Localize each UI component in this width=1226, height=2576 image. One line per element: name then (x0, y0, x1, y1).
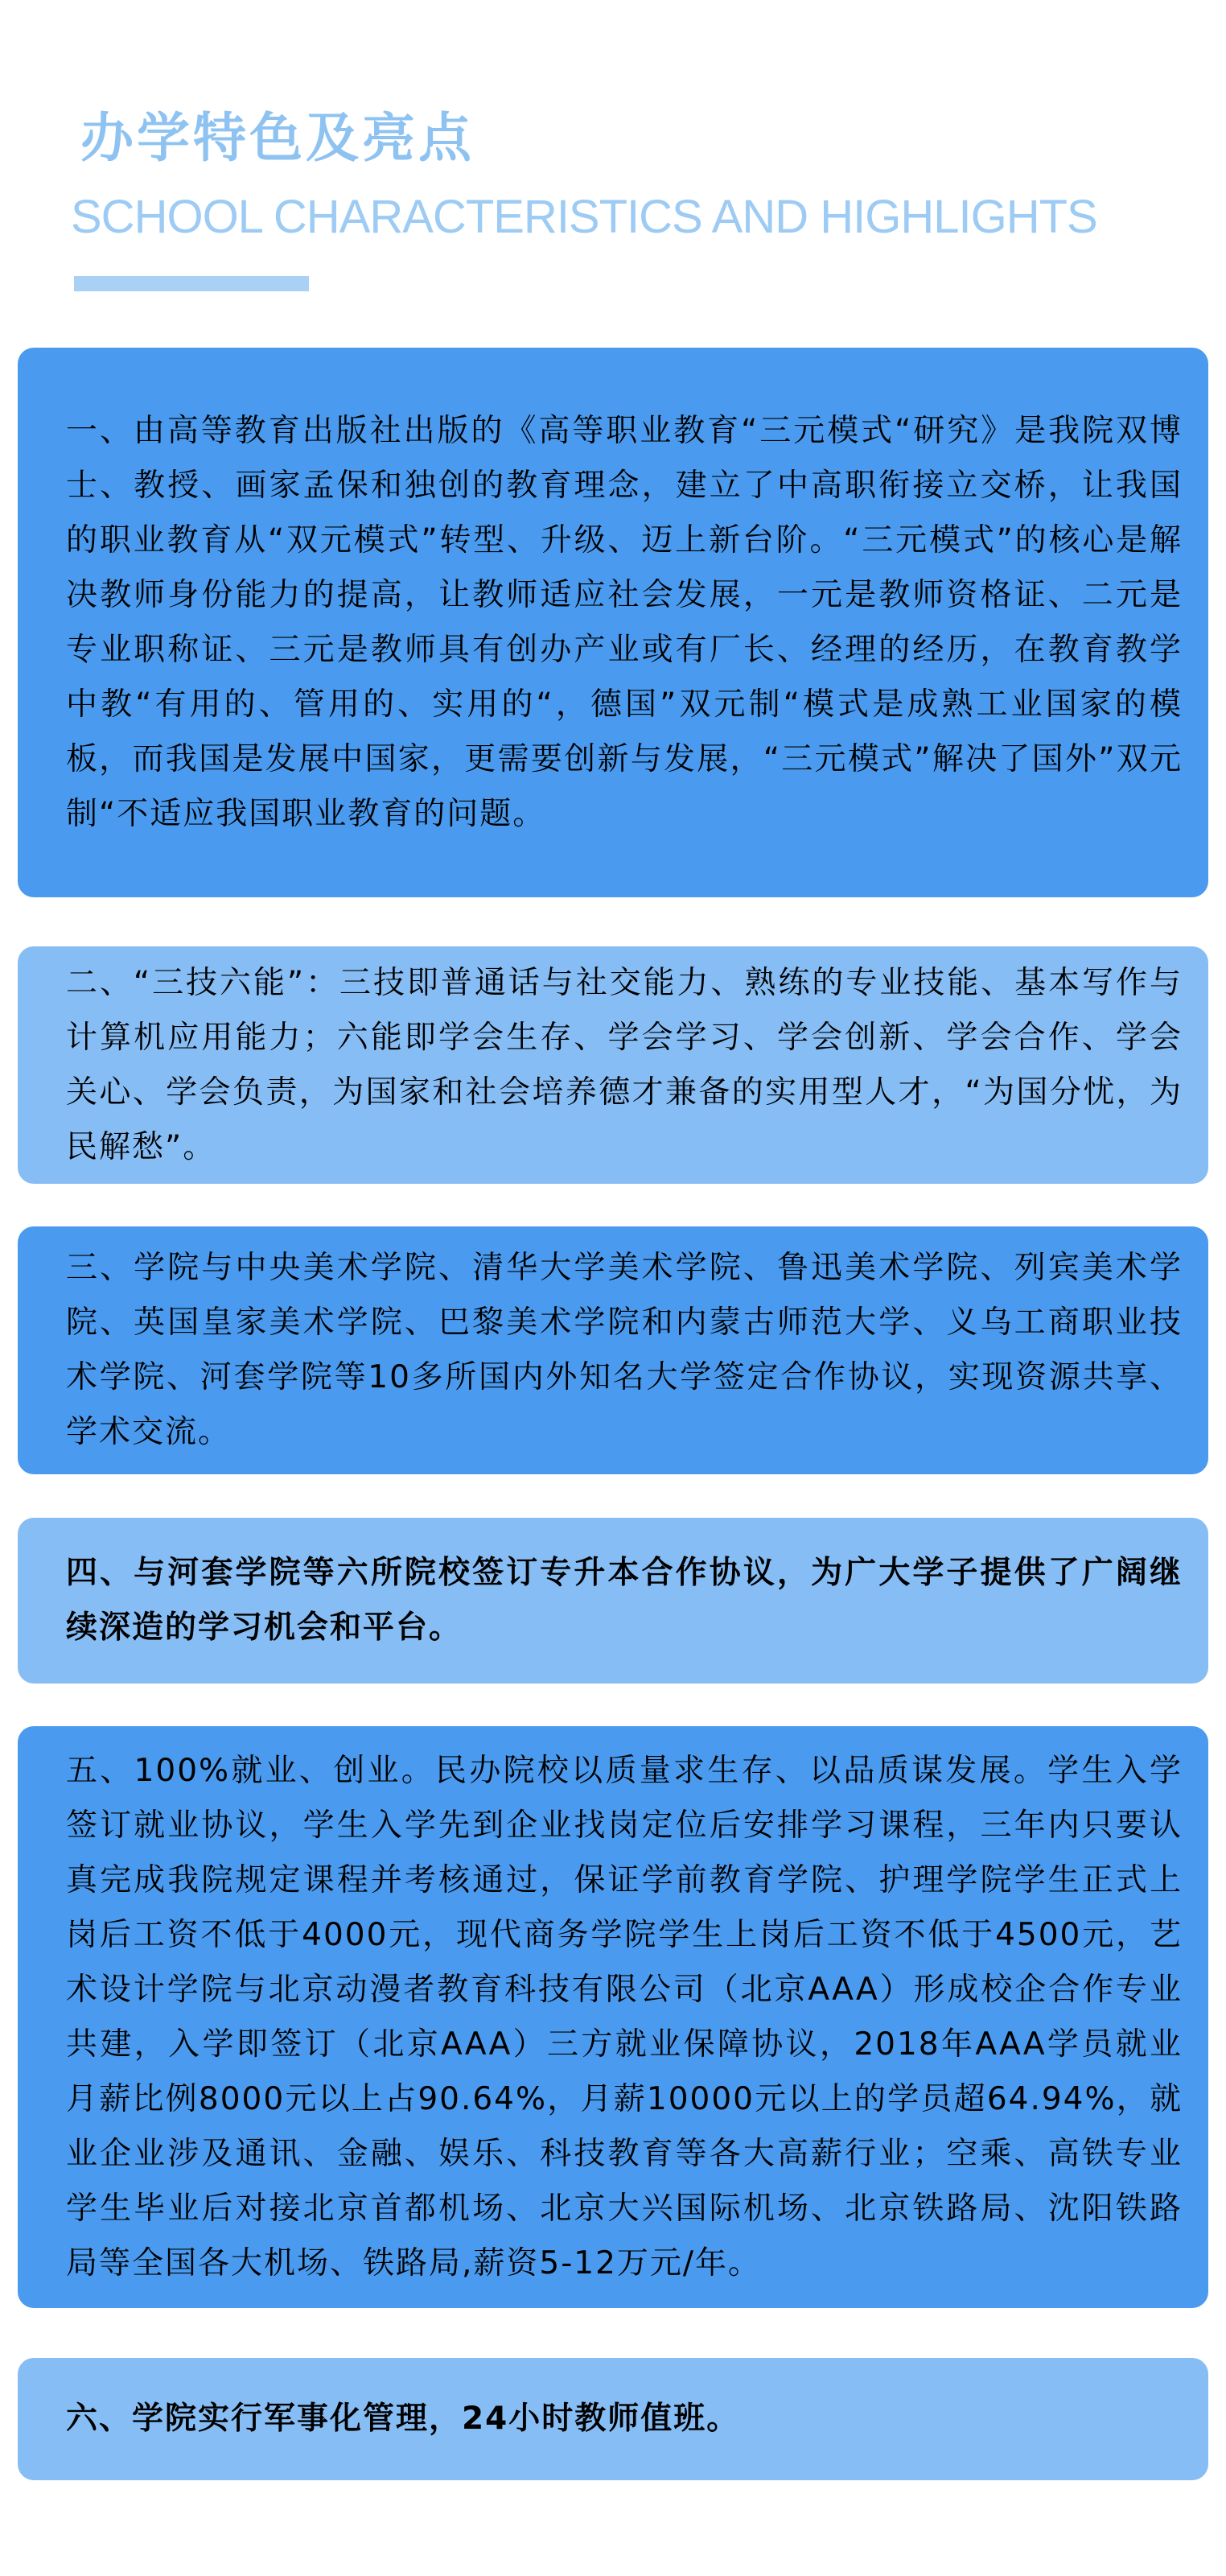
highlight-text-1: 一、由高等教育出版社出版的《高等职业教育“三元模式“研究》是我院双博士、教授、画家孟保和独创的教育理念，建立了中高职衔接立交桥，让我国的职业教育从“双元模式”转型、升级、迈上新台阶。“三元模式”的核心是解决教师身份能力的提高，让教师适应社会发展，一元是教师资格证、二元是专业职称证、三元是教师具有创办产业或有厂长、经理的经历，在教育教学中教“有用的、管用的、实用的“，德国”双元制“模式是成熟工业国家的模板，而我国是发展中国家，更需要创新与发展，“三元模式”解决了国外”双元制“不适应我国职业教育的问题。 (66, 412, 1183, 832)
title-underline-bar (74, 276, 309, 291)
highlight-panel-5 (18, 1726, 1208, 2308)
highlight-text-2: 二、“三技六能”：三技即普通话与社交能力、熟练的专业技能、基本写作与计算机应用能力；六能即学会生存、学会学习、学会创新、学会合作、学会关心、学会负责，为国家和社会培养德才兼备的实用型人才，“为国分忧，为民解愁”。 (66, 964, 1183, 1165)
highlight-text-4: 四、与河套学院等六所院校签订专升本合作协议，为广大学子提供了广阔继续深造的学习机会和平台。 (66, 1555, 1183, 1646)
section-title: 办学特色及亮点 (80, 107, 475, 169)
highlight-text-6: 六、学院实行军事化管理，24小时教师值班。 (66, 2401, 740, 2437)
highlight-panel-1 (18, 348, 1208, 897)
highlight-text-5: 五、100%就业、创业。民办院校以质量求生存、以品质谋发展。学生入学签订就业协议，学生入学先到企业找岗定位后安排学习课程，三年内只要认真完成我院规定课程并考核通过，保证学前教育学院、护理学院学生正式上岗后工资不低于4000元，现代商务学院学生上岗后工资不低于4500元，艺术设计学院与北京动漫者教育科技有限公司（北京AAA）形成校企合作专业共建，入学即签订（北京AAA）三方就业保障协议，2018年AAA学员就业月薪比例8000元以上占90.64%，月薪10000元以上的学员超64.94%，就业企业涉及通讯、金融、娱乐、科技教育等各大高薪行业；空乘、高铁专业学生毕业后对接北京首都机场、北京大兴国际机场、北京铁路局、沈阳铁路局等全国各大机场、铁路局,薪资5-12万元/年。 (66, 1752, 1183, 2281)
highlight-panel-6 (18, 2358, 1208, 2480)
highlight-panel-4 (18, 1518, 1208, 1684)
highlight-panel-2 (18, 946, 1208, 1184)
section-subtitle-english: SCHOOL CHARACTERISTICS AND HIGHLIGHTS (71, 191, 1097, 243)
highlight-text-3: 三、学院与中央美术学院、清华大学美术学院、鲁迅美术学院、列宾美术学院、英国皇家美术学院、巴黎美术学院和内蒙古师范大学、义乌工商职业技术学院、河套学院等10多所国内外知名大学签定合作协议，实现资源共享、学术交流。 (66, 1250, 1183, 1450)
highlight-panel-3 (18, 1226, 1208, 1474)
